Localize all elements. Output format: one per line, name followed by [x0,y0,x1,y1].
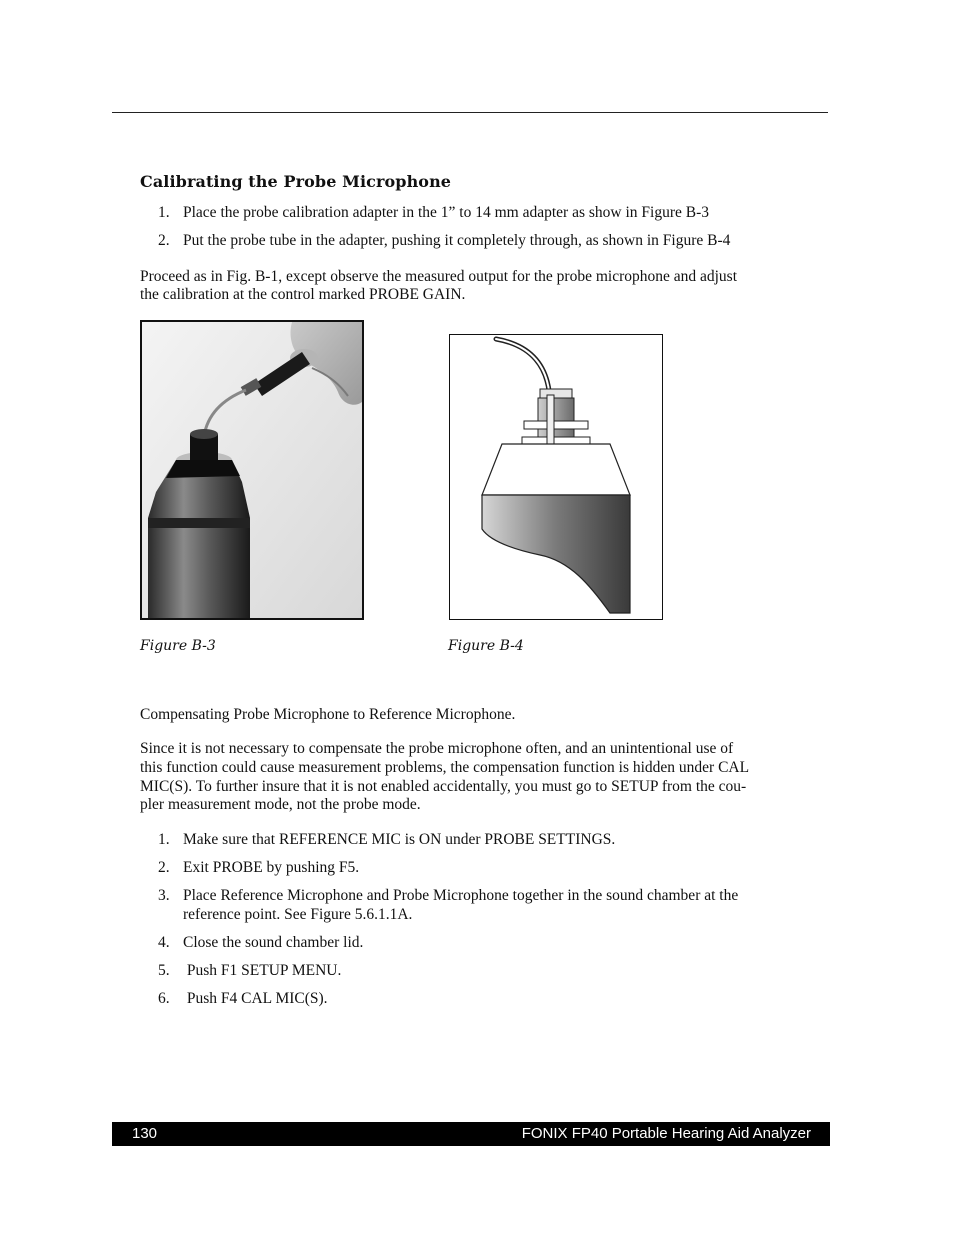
compensation-para-line: pler measurement mode, not the probe mode. [140,796,421,813]
list-number: 6. [158,990,170,1007]
proceed-line-2: the calibration at the control marked PROBE GAIN. [140,286,466,303]
list-number: 1. [158,204,170,221]
figure-b4-diagram [449,334,663,620]
page-number: 130 [132,1125,158,1142]
page-footer [112,1122,830,1146]
list-text: Place the probe calibration adapter in the 1” to 14 mm adapter as show in Figure B-3 [183,204,709,221]
list-text: Push F1 SETUP MENU. [183,962,342,979]
figure-b3-caption: Figure B-3 [140,638,216,654]
compensation-para-line: this function could cause measurement problems, the compensation function is hidden under CAL [140,759,750,776]
list-number: 2. [158,232,170,249]
compensation-para-line: MIC(S). To further insure that it is not enabled accidentally, you must go to SETUP from the cou- [140,778,747,795]
list-text: Put the probe tube in the adapter, pushing it completely through, as shown in Figure B-4 [183,232,731,249]
list-number: 2. [158,859,170,876]
list-number: 5. [158,962,170,979]
header-rule [112,112,828,113]
list-number: 1. [158,831,170,848]
list-text: Make sure that REFERENCE MIC is ON under PROBE SETTINGS. [183,831,616,848]
list-text-continued: reference point. See Figure 5.6.1.1A. [183,906,413,923]
list-text: Close the sound chamber lid. [183,934,364,951]
compensation-title: Compensating Probe Microphone to Reference Microphone. [140,706,516,723]
list-number: 3. [158,887,170,904]
section-heading: Calibrating the Probe Microphone [140,172,452,191]
list-text: Exit PROBE by pushing F5. [183,859,360,876]
figure-b4-caption: Figure B-4 [448,638,524,654]
compensation-para-line: Since it is not necessary to compensate the probe microphone often, and an unintentional use of [140,740,734,757]
footer-title: FONIX FP40 Portable Hearing Aid Analyzer [521,1125,811,1142]
figure-b3-photo [140,320,364,620]
proceed-line-1: Proceed as in Fig. B-1, except observe the measured output for the probe microphone and adjust [140,268,738,285]
list-text: Place Reference Microphone and Probe Microphone together in the sound chamber at the [183,887,739,904]
list-number: 4. [158,934,170,951]
list-text: Push F4 CAL MIC(S). [183,990,328,1007]
